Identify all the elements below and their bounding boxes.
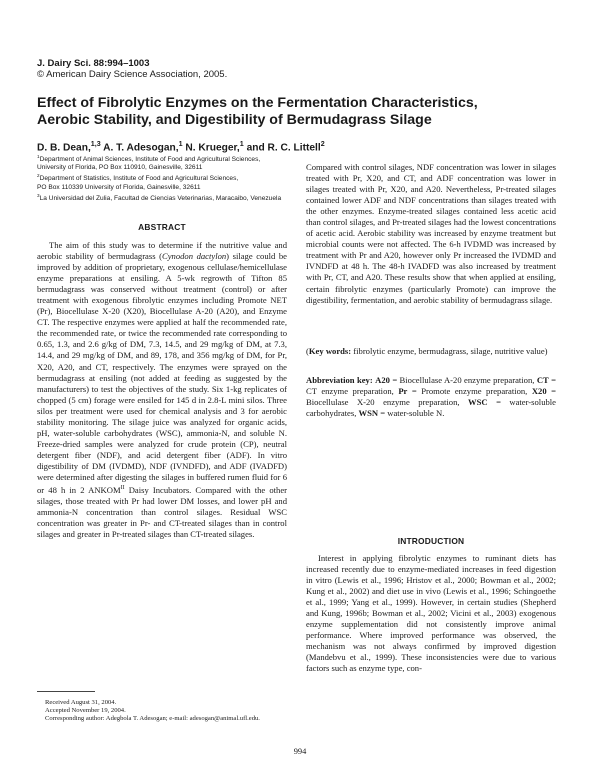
abbreviation-def: = water-soluble N. [378,408,445,419]
affiliation-text: La Universidad del Zulia, Facultad de Ciencias Veterinarias, Maracaibo, Venezuela [39,194,282,202]
journal-copyright: © American Dairy Science Association, 2005. [37,69,228,80]
affiliation-text: University of Florida, PO Box 110910, Gainesville, 32611 [37,164,203,172]
affiliation-text: Department of Animal Sciences, Institute of Food and Agricultural Sciences, [39,156,261,164]
species-name: Cynodon dactylon [161,251,227,262]
affiliation-text: PO Box 110339 University of Florida, Gainesville, 32611 [37,183,201,191]
affiliation-sup: 2 [37,173,40,179]
introduction-paragraph: Interest in applying fibrolytic enzymes to ruminant diets has increased recently due to enzyme-mediated increases in feed digestion in vitro (Lewis et al., 1996; Hristov et al., 2000; Bowman et al., 2002; Kung et al., 2002) and diet use in vivo (Lewis et al., 1996; Schingoethe et al., 1999; Yang et al., 1999). However, in certain studies (Shepherd and Kung, 1996b; Bowman et al., 2002; Vicini et al., 2003) exogenous enzyme supplementation did not consistently improve animal performance. Where improved performance was observed, the mechanism was not always confirmed by improved digestion (Mandebvu et al., 1999). These inconsistencies were due to various factors such as enzyme type, con- [306,553,556,674]
author-sup: 1 [178,140,183,148]
accepted-date: Accepted November 19, 2004. [45,707,126,715]
author-name: and R. C. Littell [243,142,321,154]
affiliation-text: Department of Statistics, Institute of Food and Agricultural Sciences, [39,175,239,183]
abbreviation-def: = CT enzyme preparation, [306,375,557,397]
paper-title: Effect of Fibrolytic Enzymes on the Fermentation Characteristics, Aerobic Stability, and Digestibility of Bermudagrass Silage [37,95,478,128]
abbreviation-key [306,375,556,419]
abbreviation-def: = water-soluble carbohydrates, [306,397,556,419]
affiliation-sup: 1 [37,154,40,159]
introduction-heading: INTRODUCTION [397,536,465,546]
keywords-open: ( [306,346,309,356]
journal-header [37,58,227,80]
affiliation-line [37,172,281,183]
abbreviation-term: A20 [375,375,390,385]
affiliation-line [37,153,281,164]
corresponding-author: Corresponding author: Adegbola T. Adesogan; e-mail: adesogan@animal.ufl.edu. [45,715,260,723]
abstract-continued: Compared with control silages, NDF concentration was lower in silages treated with Pr, X20, and CT, and ADF concentration was lower in silages treated with Pr, X20, and A20. Nevertheless, Pr-treated silages contained lower ADF and NDF concentrations than silages treated with the other enzymes. Enzyme-treated silages contained less acetic acid than control silages, and Pr-treated silages had the lowest concentrations of acetic acid. Aerobic stability was increased by enzyme treatment but microbial counts were not affected. The 6-h IVDMD was increased by treatment with Pr and A20, however only Pr increased the IVDMD and IVNDFD at 48 h. The 48-h IVADFD was also increased by treatment with Pr, CT, and A20. These results show that when applied at ensiling, certain fibrolytic enzymes (particularly Promote) can improve the digestibility, fermentation, and aerobic stability of bermudagrass silage. [306,162,556,305]
affiliations [37,153,281,203]
affiliation-line [37,192,281,203]
trademark-sup: II [120,485,125,492]
abbreviation-label: Abbreviation key: [306,375,373,385]
received-date: Received August 31, 2004. [45,699,117,706]
footnotes [37,699,287,723]
author-name: A. T. Adesogan, [100,142,179,154]
author-sup: 1 [239,140,244,148]
keywords-label: Key words: [308,346,352,356]
affiliation-sup: 3 [37,192,40,198]
keywords-text: fibrolytic enzyme, bermudagrass, silage, nutritive value) [351,346,548,356]
affiliation-line [37,184,281,192]
abbreviation-term: CT [536,375,549,385]
abbreviation-def: = Biocellulase X-20 enzyme preparation, [306,386,556,408]
abstract-text-a: The aim of this study was to determine if the nutritive value and aerobic stability of bermudagrass ( [37,240,287,262]
author-sup: 1,3 [90,140,101,148]
author-name: N. Krueger, [182,142,240,154]
affiliation-line [37,164,281,172]
author-sup: 2 [320,140,325,148]
page-number: 994 [293,747,307,756]
abstract-text-c: Daisy Incubators. Compared with the other silages, those treated with Pr had lower DM losses, and lower pH and ammonia-N concentration than control silages. Residual WSC concentration was greater in Pr- and CT-treated silages than in control silages and greater in Pr-treated silages than CT-treated silages. [37,484,287,540]
author-list [37,140,325,153]
abbreviation-term: WSC [468,397,488,408]
footnote-divider [37,691,95,692]
abstract-paragraph [37,240,287,540]
abbreviation-term: WSN [358,408,379,419]
abstract-text-b: ) silage could be improved by addition of proprietary, exogenous cellulase/hemicellulase enzyme preparations at ensiling. A 5-wk regrowth of Tifton 85 bermudagrass was conserved without treatment (control) or after treatment with exogenous fibrolytic enzymes including Promote NET (Pr), Biocellulase X-20 (X20), Biocellulase A-20 (A20), and Enzyme CT. The respective enzymes were applied at half the recommended rate, the recommended rate, or twice the recommended rate corresponding to 0.65, 1.3, and 2.6 g/kg of DM, 7.3, 14.5, and 29 mg/kg of DM, at 7.3, 14.4, and 29 mg/kg of DM, and 89, 178, and 356 mg/kg of DM, for Pr, X20, A20, and CT, respectively. The enzymes were sprayed on the bermudagrass at ensiling (not added at feeding as suggested by the manufacturers) to test the objectives of the study. Six 1-kg replicates of chopped (5 cm) forage were ensiled for 145 d in 2.8-L mini silos. Three silos per treatment were used for chemical analysis and 3 for aerobic stability monitoring. The silage juice was analyzed for organic acids, pH, water-soluble carbohydrates (WSC), ammonia-N, and soluble N. Freeze-dried samples were analyzed for crude protein (CP), neutral detergent fiber (NDF), and acid detergent fiber (ADF). In vitro digestibility of DM (IVDMD), NDF (IVNDFD), and ADF (IVADFD) were determined after digesting the silages in buffered rumen fluid for 6 or 48 h in 2 ANKOM [37,251,287,495]
abbreviation-def: = Promote enzyme preparation, [407,386,532,397]
journal-citation: J. Dairy Sci. 88:994–1003 [37,58,150,69]
abbreviation-term: X20 [531,386,547,397]
abbreviation-term: Pr [398,386,408,397]
keywords [306,346,556,357]
abbreviation-def: = Biocellulase A-20 enzyme preparation, [389,375,537,385]
author-name: D. B. Dean, [37,142,91,154]
abstract-heading: ABSTRACT [138,222,186,232]
